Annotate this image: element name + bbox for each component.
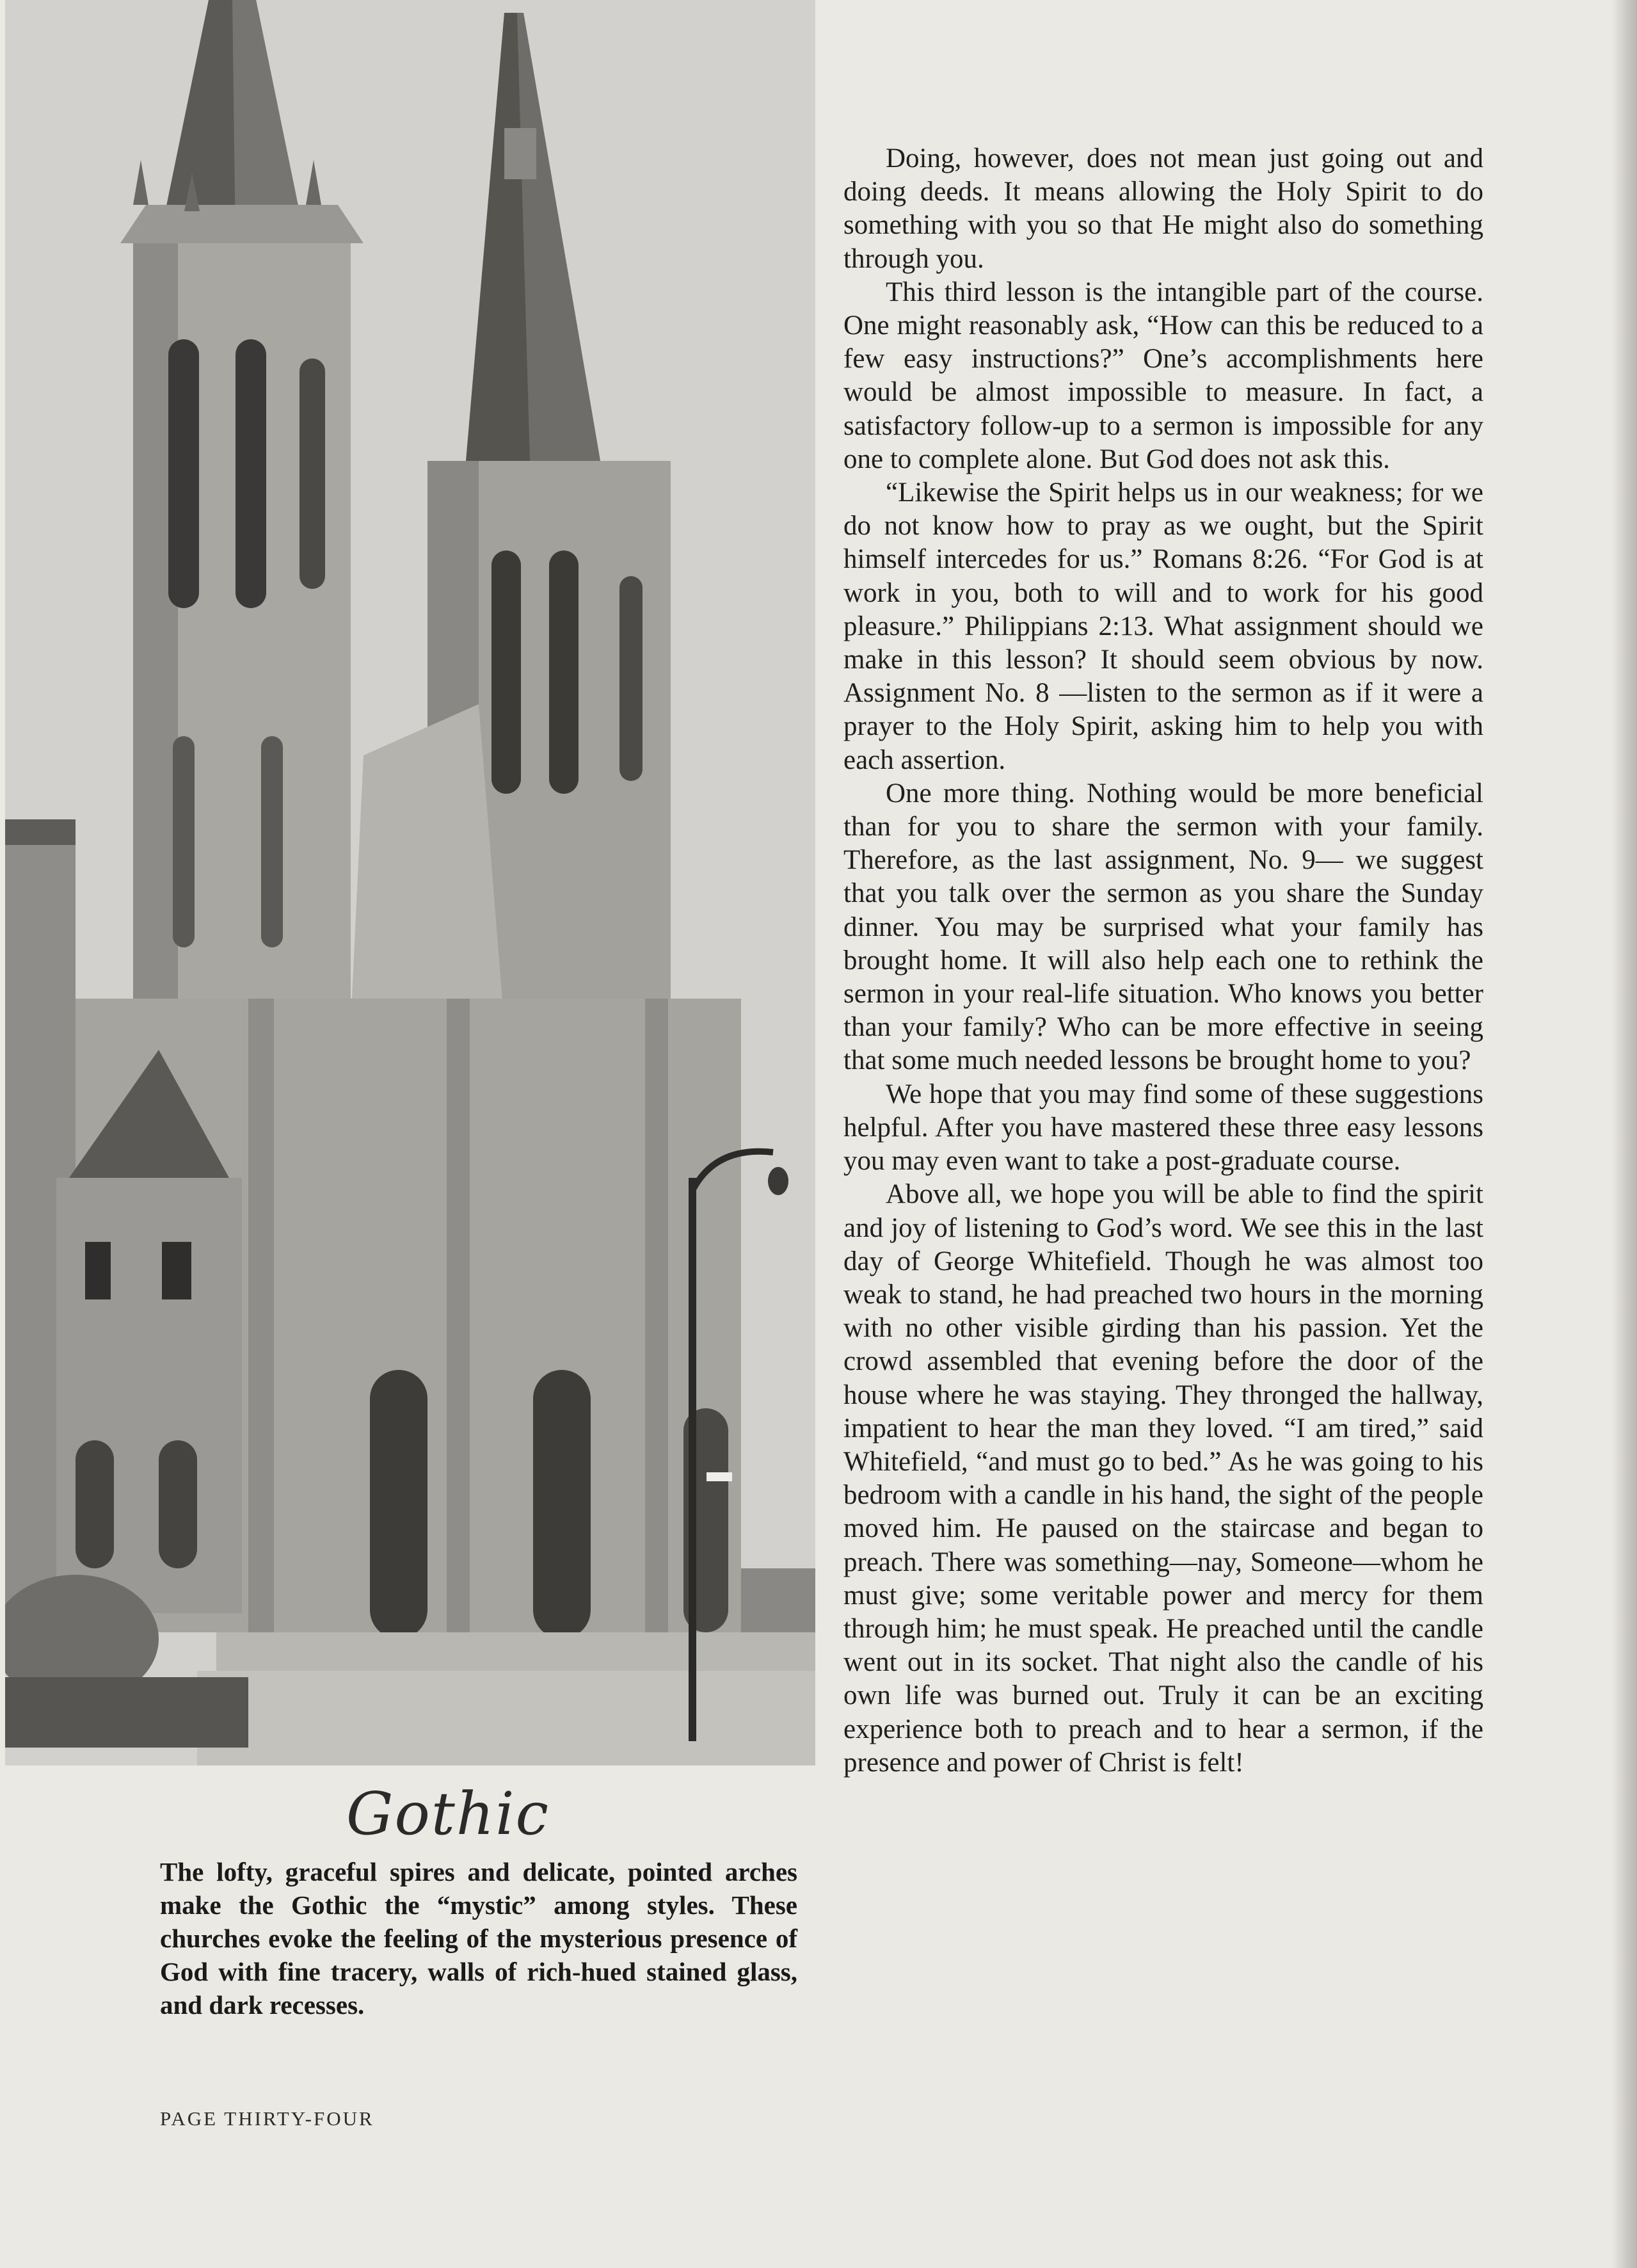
caption-text: The lofty, graceful spires and delicate, pointed arches make the Gothic the “mystic” among styles. These churches evoke the feeling of the mysterious presence of God with fine tracery, walls of rich-hued stained glass, and dark recesses.: [160, 1857, 797, 2020]
article-paragraph: Doing, however, does not mean just going out and doing deeds. It means allowing the Holy Spirit to do something with you so that He might also do something through you.: [843, 143, 1483, 274]
gothic-church-photo: [5, 0, 815, 1765]
article-paragraph: “Likewise the Spirit helps us in our weakness; for we do not know how to pray as we ought, but the Spirit himself intercedes for us.” Romans 8:26. “For God is at work in you, both to will and to work for his good pleasure.” Philippians 2:13. What assignment should we make in this lesson? It should seem obvious by now. Assignment No. 8 —listen to the sermon as if it were a prayer to the Holy Spirit, asking him to help you with each assertion.: [843, 478, 1483, 775]
article-paragraph: Above all, we hope you will be able to find the spirit and joy of listening to God’s word. We see this in the last day of George Whitefield. Though he was almost too weak to stand, he had preached two hours in the morning with no other visible girding than his passion. Yet the crowd assembled that evening before the door of the house where he was staying. They thronged the hallway, impatient to hear the man they loved. “I am tired,” said Whitefield, “and must go to bed.” As he was going to his bedroom with a candle in his hand, the sight of the people moved him. He paused on the staircase and began to preach. There was something—nay, Someone—whom he must give; some veritable power and mercy for them through him; he must speak. He preached until the candle went out in its socket. That night also the candle of his own life was burned out. Truly it can be an exciting experience both to preach and to hear a sermon, if the presence and power of Christ is felt!: [843, 1179, 1483, 1778]
article-paragraph: One more thing. Nothing would be more beneficial than for you to share the sermon with your family. Therefore, as the last assignment, No. 9— we suggest that you talk over the sermon as you share the Sunday dinner. You may be surprised what your family has brought home. It will also help each one to rethink the sermon in your real-life situation. Who knows you better than your family? Who can be more effective in seeing that some much needed lessons be brought home to you?: [843, 778, 1483, 1076]
church-illustration: [5, 0, 815, 1765]
page-number: PAGE THIRTY-FOUR: [160, 2107, 374, 2130]
page-edge-shadow: [1611, 0, 1637, 2268]
caption-title: Gothic: [346, 1780, 550, 1848]
article-paragraph: We hope that you may find some of these suggestions helpful. After you have mastered these three easy lessons you may even want to take a post-graduate course.: [843, 1079, 1483, 1177]
article-paragraph: This third lesson is the intangible part of the course. One might reasonably ask, “How can this be reduced to a few easy instructions?” One’s accomplishments here would be almost impossible to measure. In fact, a satisfactory follow-up to a sermon is impossible for any one to complete alone. But God does not ask this.: [843, 277, 1483, 474]
article-column: [843, 142, 1483, 1780]
